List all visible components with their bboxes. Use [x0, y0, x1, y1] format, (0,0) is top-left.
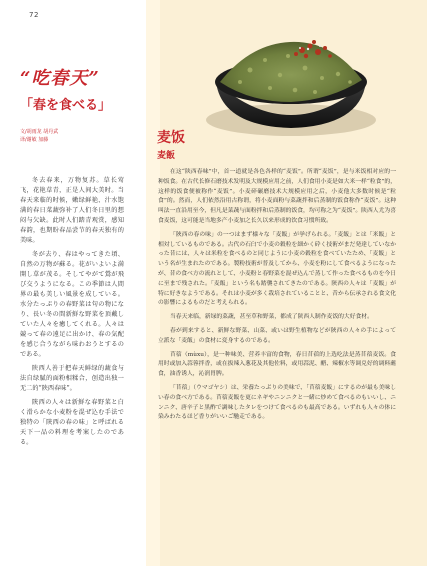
left-paragraph: 陕西人善于把春天鲜绿的蔬食与法自绿腻的面粉相糅合，创造出独一无二的“陕西春味”。	[20, 365, 124, 392]
maifan-bowl-photo	[210, 30, 372, 130]
article-title-chinese: “吃春天”	[20, 68, 100, 89]
left-paragraph: 冬が去り、春はやってきた頃、自然の万物が蘇る。花がいよいよ満開し草が茂る。そしてやがて鶯が飛び交うようになる。この季節は人間界の最も美しい風景を成している。水分たっぷりの春野菜は句の物になり、長い冬の間新鮮な野菜を頂戴していた人々を癒してくれる。人々は競って春の遠足に出かけ、春の気配を感じ合うながら味わおうとするのである。	[20, 251, 124, 358]
left-paragraph: 陝西の人々は新鮮な春野菜と白く滑らかな小麦粉を混ぜ込む手法で独特の「陝西の春の味」と呼ばれる天下一品の料理を考案したのである。	[20, 399, 124, 446]
right-paragraph: 在这“陕西春味”中，首一道就是各色各样的“麦饭”。所谓“麦饭”，是与米饭相对应的一种饭食。在古代长修石磨技术发明及大规模应用之前，人们食用小麦是如大米一样“粒食”的，这样的饭食便被称作“麦饭”。小麦碎碾磨技术大规模应用之后，小麦他大多数时候是“粒食”的。然而，人们依然沿用古称谓，将小麦面粉与菜蔬拌和后蒸制的饭食称作“麦饭”。这种叫法一直沿用至今，但凡是菜蔬与面粉拌和后蒸制的饭食，均可称之为“麦饭”。陕西人尤为喜食麦饭，这可能是当地多产小麦加之长久以来形成的饮食习惯所致。	[158, 169, 396, 224]
right-paragraph: 「苜蓿」（ウマゴヤシ）は、栄養たっぷりの美味で、「苜蓿麦飯」にするのが最も美味しい春の食べ方である。苜蓿麦飯を更にネギやニンニクと一緒に炒めて食べるのもいいし、ニンニク、唐辛子と黒酢で調味したタレをつけて食べるのも最高である。いずれも人々の体に染みわたるほど香りがいいご馳走である。	[158, 384, 396, 421]
page-number: 72	[29, 11, 39, 19]
right-paragraph: 苜蓿（mùxu），是一种味美、营养丰富的食物，春日苜蓿的上选吃法是蒸苜蓿麦饭。食用时或加入蒜蓉拌香，或在拔辣入葱花及其他佐料，或用蒜泥、醋、辣椒水等调兑好的调料蘸食，油香诱人，沁润胃脾。	[158, 351, 396, 378]
dish-title-japanese: 麦飯	[157, 151, 176, 161]
left-column-text	[20, 176, 124, 452]
right-paragraph: 春が到来すると、新鮮な野菜、山菜、或いは野生植物などが陝西の人々の手によって立派な「麦飯」の食材に変身するのである。	[158, 327, 396, 344]
credits-author: 文/胡雨龙 胡丹武	[20, 129, 59, 135]
right-paragraph: 当春天来临，新绿的菜蔬，甚至草和野菜，都成了陕西人制作麦饭的大好食材。	[170, 314, 373, 321]
article-title-japanese: 「春を食べる」	[20, 98, 112, 113]
credits	[20, 128, 58, 144]
right-column-text	[158, 168, 396, 427]
dish-title-chinese: 麦饭	[157, 130, 185, 146]
left-paragraph: 冬去春来，万物复苏。草长莺飞，花艳草青，正是人间大美时。当春天来临的时候，嫩绿鲜艳、汁水饱满的春日菜蔬弥补了人们冬日里的想闷与欠缺。此时人们踏青观赏，感知春韵，也期盼春品尝节的春天独有的美味。	[20, 177, 124, 244]
credits-translator: 译/谢敏 加藤	[20, 137, 49, 143]
right-paragraph: 「陝西の春の味」の一つはまず様々な「麦飯」が挙げられる。「麦飯」とは「米飯」と相対しているものである。古代の石臼で小麦の穀粒を細かく砕く技術がまだ発達していなかった昔には、人々は米粒を食べるのと同じように小麦の穀粒を食べていたため、「麦飯」という名が生まれたのである。製粉技術が普及してから、小麦を粉にして食べるようになったが、昔の食べ方の流れとして、小麦粉と春野菜を混ぜ込んで蒸して作った食べるものを今日に至まで残された。「麦飯」という名も踏襲されてきたのである。陝西の人々は「麦飯」が特に好きなようである。それは小麦が多く栽培されていることと、昔から伝承される食文化の影響によるものだと考えられる。	[158, 231, 396, 307]
